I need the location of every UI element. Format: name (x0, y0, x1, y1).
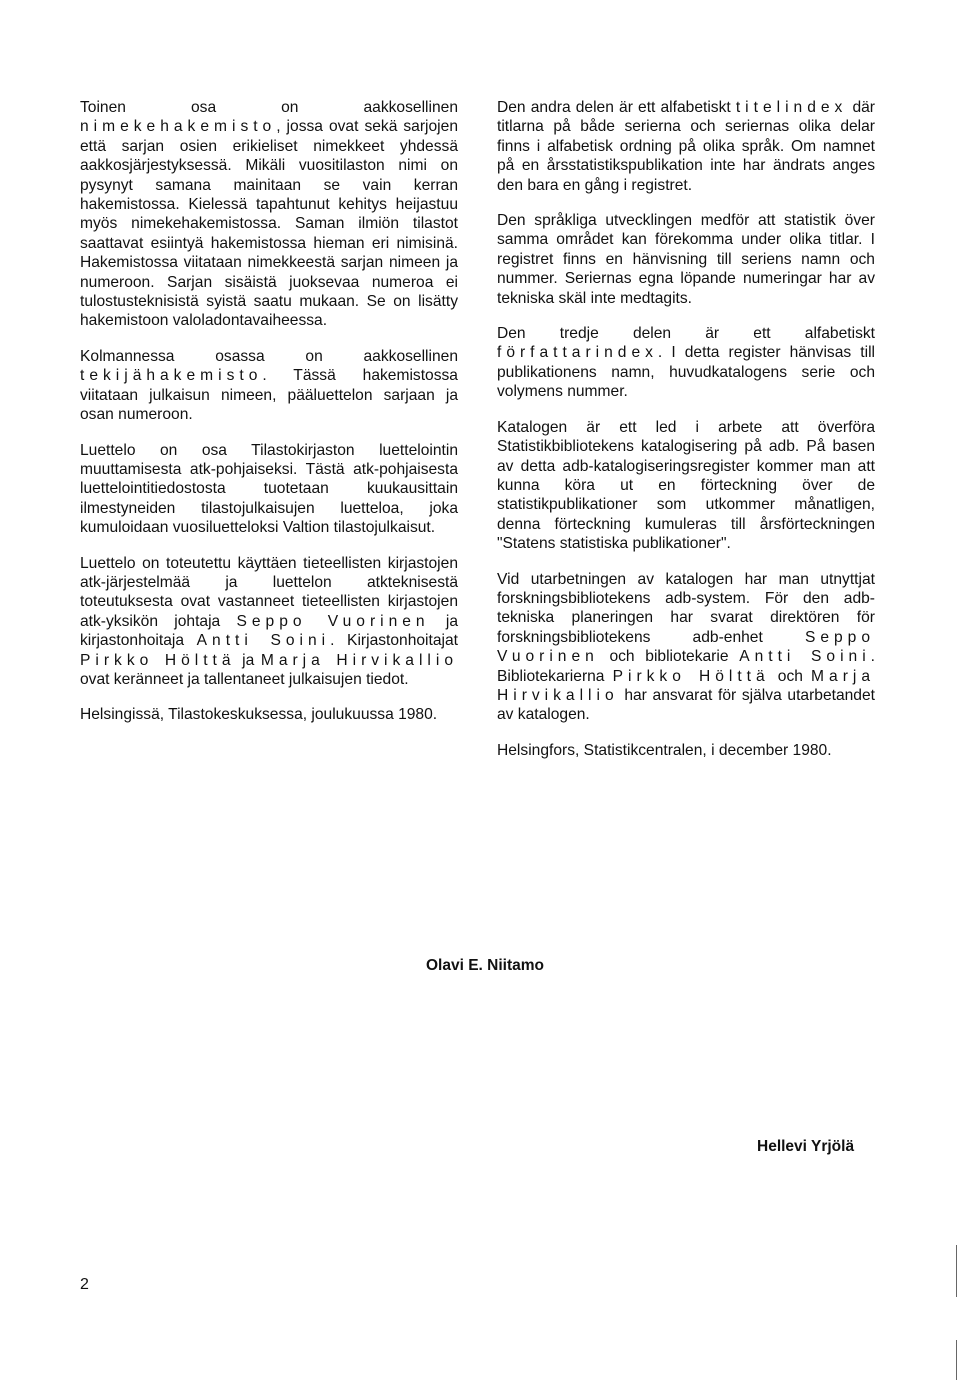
scan-edge-mark (956, 1245, 957, 1297)
sv-p5-name-4: Marja Hirvikallio (497, 667, 875, 704)
fi-p4-text-d: ja (235, 651, 261, 669)
fi-p1-text-b: , jossa ovat sekä sarjojen että sarjan osien erikieliset nimekkeet yhdessä aakkosjärjestyksessä. Mikäli vuositilaston nimi on pysynyt samana mainitaan se vain kerran hakemistossa. Kielessä tapahtunut kehitys heijastuu myös nimekehakemistossa. Saman ilmiön tilastot saattavat esiintyä hakemistossa hieman eri nimisinä. Hakemistossa viitataan nimekkeestä sarjan nimeen ja numeroon. Sarjan sisäistä juoksevaa numeroa ei tulostusteknisistä syistä saatu mukaan. Se on lisätty hakemistoon valoladontavaiheessa. (80, 118, 458, 330)
sv-paragraph-4: Katalogen är ett led i arbete att överföra Statistikbibliotekens katalogisering på adb. På basen av detta adb-katalogiseringsregister kommer man att kunna köra ut en förteckning över de statistikpublikationer som utkommer månatligen, denna förteckning kumuleras till årsförteckningen "Statens statistiska publikationer". (497, 418, 875, 553)
sv-p1-spaced-term: titelindex (735, 99, 848, 116)
signature-hellevi-yrjola: Hellevi Yrjölä (757, 1138, 855, 1155)
fi-paragraph-3: Luettelo on osa Tilastokirjaston luettelointin muuttamisesta atk-pohjaiseksi. Tästä atk-pohjaisesta luettelointitiedostosta tuotetaan kuukausittain ilmestyneiden tilastojulkaisujen luetteloa, joka kumuloidaan vuosiluetteloksi Valtion tilastojulkaisut. (80, 441, 458, 537)
fi-p2-text-a: Kolmannessa osassa on aakkosellinen (80, 347, 458, 365)
fi-p4-text-a: Luettelo on toteutettu käyttäen tieteellisten kirjastojen atk-järjestelmää ja luettelon atkteknisestä toteutuksesta ovat vastanneet tieteellisten kirjastojen atk-yksikön johtaja (80, 554, 458, 630)
fi-p4-name-4: Marja Hirvikallio (260, 651, 458, 669)
fi-p4-text-c: . Kirjastonhoitajat (330, 632, 458, 650)
sv-p3-spaced-term: författarindex (497, 344, 658, 362)
sv-paragraph-1 (497, 98, 875, 195)
swedish-column (497, 98, 875, 776)
sv-paragraph-6: Helsingfors, Statistikcentralen, i december 1980. (497, 741, 832, 759)
page-number: 2 (80, 1276, 89, 1293)
fi-p1-text-a: Toinen osa on aakkosellinen (80, 99, 458, 116)
signature-olavi-niitamo: Olavi E. Niitamo (426, 957, 545, 974)
fi-p4-text-b: ja kirjastonhoitaja (80, 612, 458, 650)
sv-p5-text-b: och bibliotekarie (598, 648, 740, 666)
sv-p3-text-b: . I detta register hänvisas till publikationens namn, huvudkatalogens serie och volymens nummer. (497, 344, 875, 401)
fi-p4-name-1: Seppo Vuorinen (236, 612, 430, 630)
sv-paragraph-5 (497, 570, 875, 725)
fi-p2-text-b: . Tässä hakemistossa viitataan julkaisun nimeen, pääluettelon sarjaan ja osan numeroon. (80, 367, 458, 424)
fi-paragraph-4 (80, 554, 458, 690)
sv-p5-name-2: Antti Soini (739, 648, 871, 666)
sv-p5-text-c: . Bibliotekarierna (497, 648, 876, 685)
fi-p4-text-e: ovat keränneet ja tallentaneet julkaisujen tiedot. (80, 670, 409, 688)
sv-p1-text-b: där titlarna på både serierna och seriernas olika delar finns i alfabetisk ordning på olika språk. Om namnet på en årsstatistikspublikation inte har ändrats anges den bara en gång i registret. (497, 99, 875, 194)
finnish-column (80, 98, 458, 741)
fi-p4-name-2: Antti Soini (196, 632, 331, 650)
sv-p5-text-d: och (769, 667, 812, 685)
sv-p5-name-3: Pirkko Hölttä (612, 667, 770, 685)
sv-paragraph-3 (497, 324, 875, 402)
fi-p1-spaced-term: nimekehakemisto (80, 118, 277, 136)
fi-paragraph-1 (80, 98, 458, 331)
sv-p5-text-a: Vid utarbetningen av katalogen har man utnyttjat forskningsbibliotekens adb-system. För den adb-tekniska planeringen har svarat direktören för forskningsbibliotekens adb-enhet (497, 570, 875, 646)
fi-p4-name-3: Pirkko Hölttä (80, 651, 236, 669)
fi-paragraph-5: Helsingissä, Tilastokeskuksessa, joulukuussa 1980. (80, 706, 438, 724)
sv-p5-name-1: Seppo Vuorinen (497, 628, 875, 666)
sv-p5-text-e: har ansvarat för själva utarbetandet av katalogen. (497, 686, 875, 724)
fi-p2-spaced-term: tekijähakemisto (80, 367, 263, 385)
sv-p1-text-a: Den andra delen är ett alfabetiskt (497, 99, 736, 116)
sv-paragraph-2: Den språkliga utvecklingen medför att statistik över samma området kan förekomma under olika titlar. I registret finns en hänvisning till seriens namn och nummer. Seriernas egna löpande numeringar har av tekniska skäl inte medtagits. (497, 212, 875, 307)
sv-p3-text-a: Den tredje delen är ett alfabetiskt (497, 325, 875, 343)
scan-edge-mark (956, 1340, 957, 1380)
fi-paragraph-2 (80, 347, 458, 425)
